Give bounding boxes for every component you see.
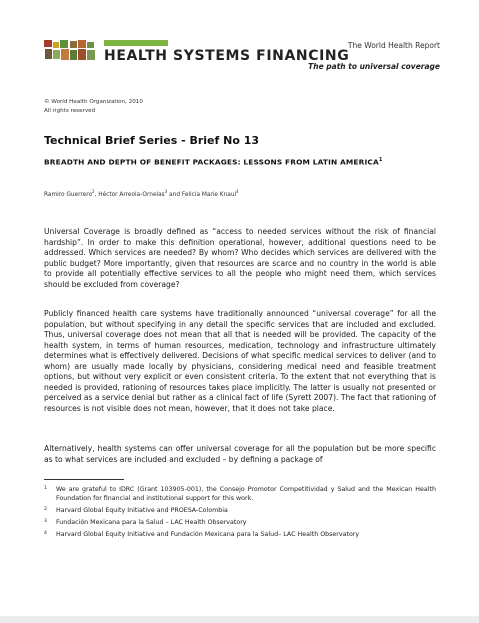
footnote-text: Harvard Global Equity Initiative and PROESA-Colombia bbox=[56, 507, 228, 514]
author-name: Héctor Arreola-Ornelas bbox=[98, 191, 165, 198]
rights-line: All rights reserved bbox=[44, 108, 96, 114]
brief-title: Technical Brief Series - Brief No 13 bbox=[44, 134, 260, 147]
body-paragraph: Universal Coverage is broadly defined as “access to needed services without the risk of financial hardship”. In order to make this definition operational, however, additional questions need to be addressed. Which services are needed? By whom? Who decides which services are delivered with the public budget? More importantly, given that resources are scarce and no country in the world is able to provide all potentially effective services to all the people who might need them, which services should be excluded from coverage? bbox=[44, 227, 436, 289]
report-banner bbox=[44, 40, 444, 70]
report-title: HEALTH SYSTEMS FINANCING bbox=[104, 48, 350, 64]
footnote-ref[interactable]: 2 bbox=[92, 189, 95, 194]
footnote-ref[interactable]: 1 bbox=[378, 157, 383, 163]
footnote bbox=[44, 485, 436, 503]
brief-subtitle bbox=[44, 157, 382, 166]
copyright-line: © World Health Organization, 2010 bbox=[44, 99, 143, 105]
author-name: Felicia Marie Knaul bbox=[181, 191, 237, 198]
viewer-bottom-band bbox=[0, 616, 479, 623]
accent-bar bbox=[104, 40, 168, 46]
footnotes bbox=[44, 485, 436, 539]
footnote-divider bbox=[44, 479, 124, 480]
report-series-label: The World Health Report bbox=[347, 41, 440, 50]
author-line: Ramiro Guerrero$^2$, Héctor Arreola-Ornelas$^3$ and Felicia Marie Knaul$^4$ bbox=[44, 189, 239, 198]
footnote-ref[interactable]: 3 bbox=[164, 189, 168, 194]
footnote-text: Fundación Mexicana para la Salud – LAC Health Observatory bbox=[56, 519, 247, 526]
copyright-notice bbox=[44, 98, 143, 116]
report-tagline: The path to universal coverage bbox=[308, 62, 440, 71]
footnote-text: Harvard Global Equity Initiative and Fundación Mexicana para la Salud– LAC Health Observatory bbox=[56, 531, 360, 538]
body-paragraph: Alternatively, health systems can offer universal coverage for all the population but be more specific as to what services are included and excluded – by defining a package of bbox=[44, 444, 436, 464]
whr-logo-mosaic bbox=[44, 40, 100, 61]
footnote-ref[interactable]: 4 bbox=[236, 189, 239, 194]
footnote bbox=[44, 518, 436, 527]
subtitle-text: BREADTH AND DEPTH OF BENEFIT PACKAGES: LESSONS FROM LATIN AMERICA bbox=[44, 157, 379, 167]
author-name: Ramiro Guerrero bbox=[44, 191, 92, 198]
footnote bbox=[44, 530, 436, 539]
footnote-number: 1 bbox=[44, 486, 47, 491]
footnote-number: 4 bbox=[44, 531, 47, 536]
footnote-number: 3 bbox=[44, 519, 47, 524]
author-separator: and bbox=[167, 191, 182, 198]
footnote-number: 2 bbox=[44, 507, 47, 512]
footnote bbox=[44, 506, 436, 515]
footnote-text: We are grateful to IDRC (Grant 103905-001), the Consejo Promotor Competitividad y Salud and the Mexican Health Foundation for financial and institutional support for this work. bbox=[56, 486, 436, 502]
body-paragraph: Publicly financed health care systems have traditionally announced “universal coverage” for all the population, but without specifying in any detail the specific services that are included and excluded. Thus, universal coverage does not mean that all that is needed will be provided. The capacity of the health system, in terms of human resources, medication, technology and infrastructure ultimately determines what is effectively delivered. Decisions of what specific medical services to deliver (and to whom) are usually made locally by physicians, considering medical need and feasible treatment options, but without very explicit or even consistent criteria. To the extent that not everything that is needed is provided, rationing of resources takes place implicitly. The latter is usually not presented or perceived as a service denial but rather as a clinical fact of life (Syrett 2007). The fact that rationing of resources is not visible does not mean, however, that it does not take place. bbox=[44, 309, 436, 413]
